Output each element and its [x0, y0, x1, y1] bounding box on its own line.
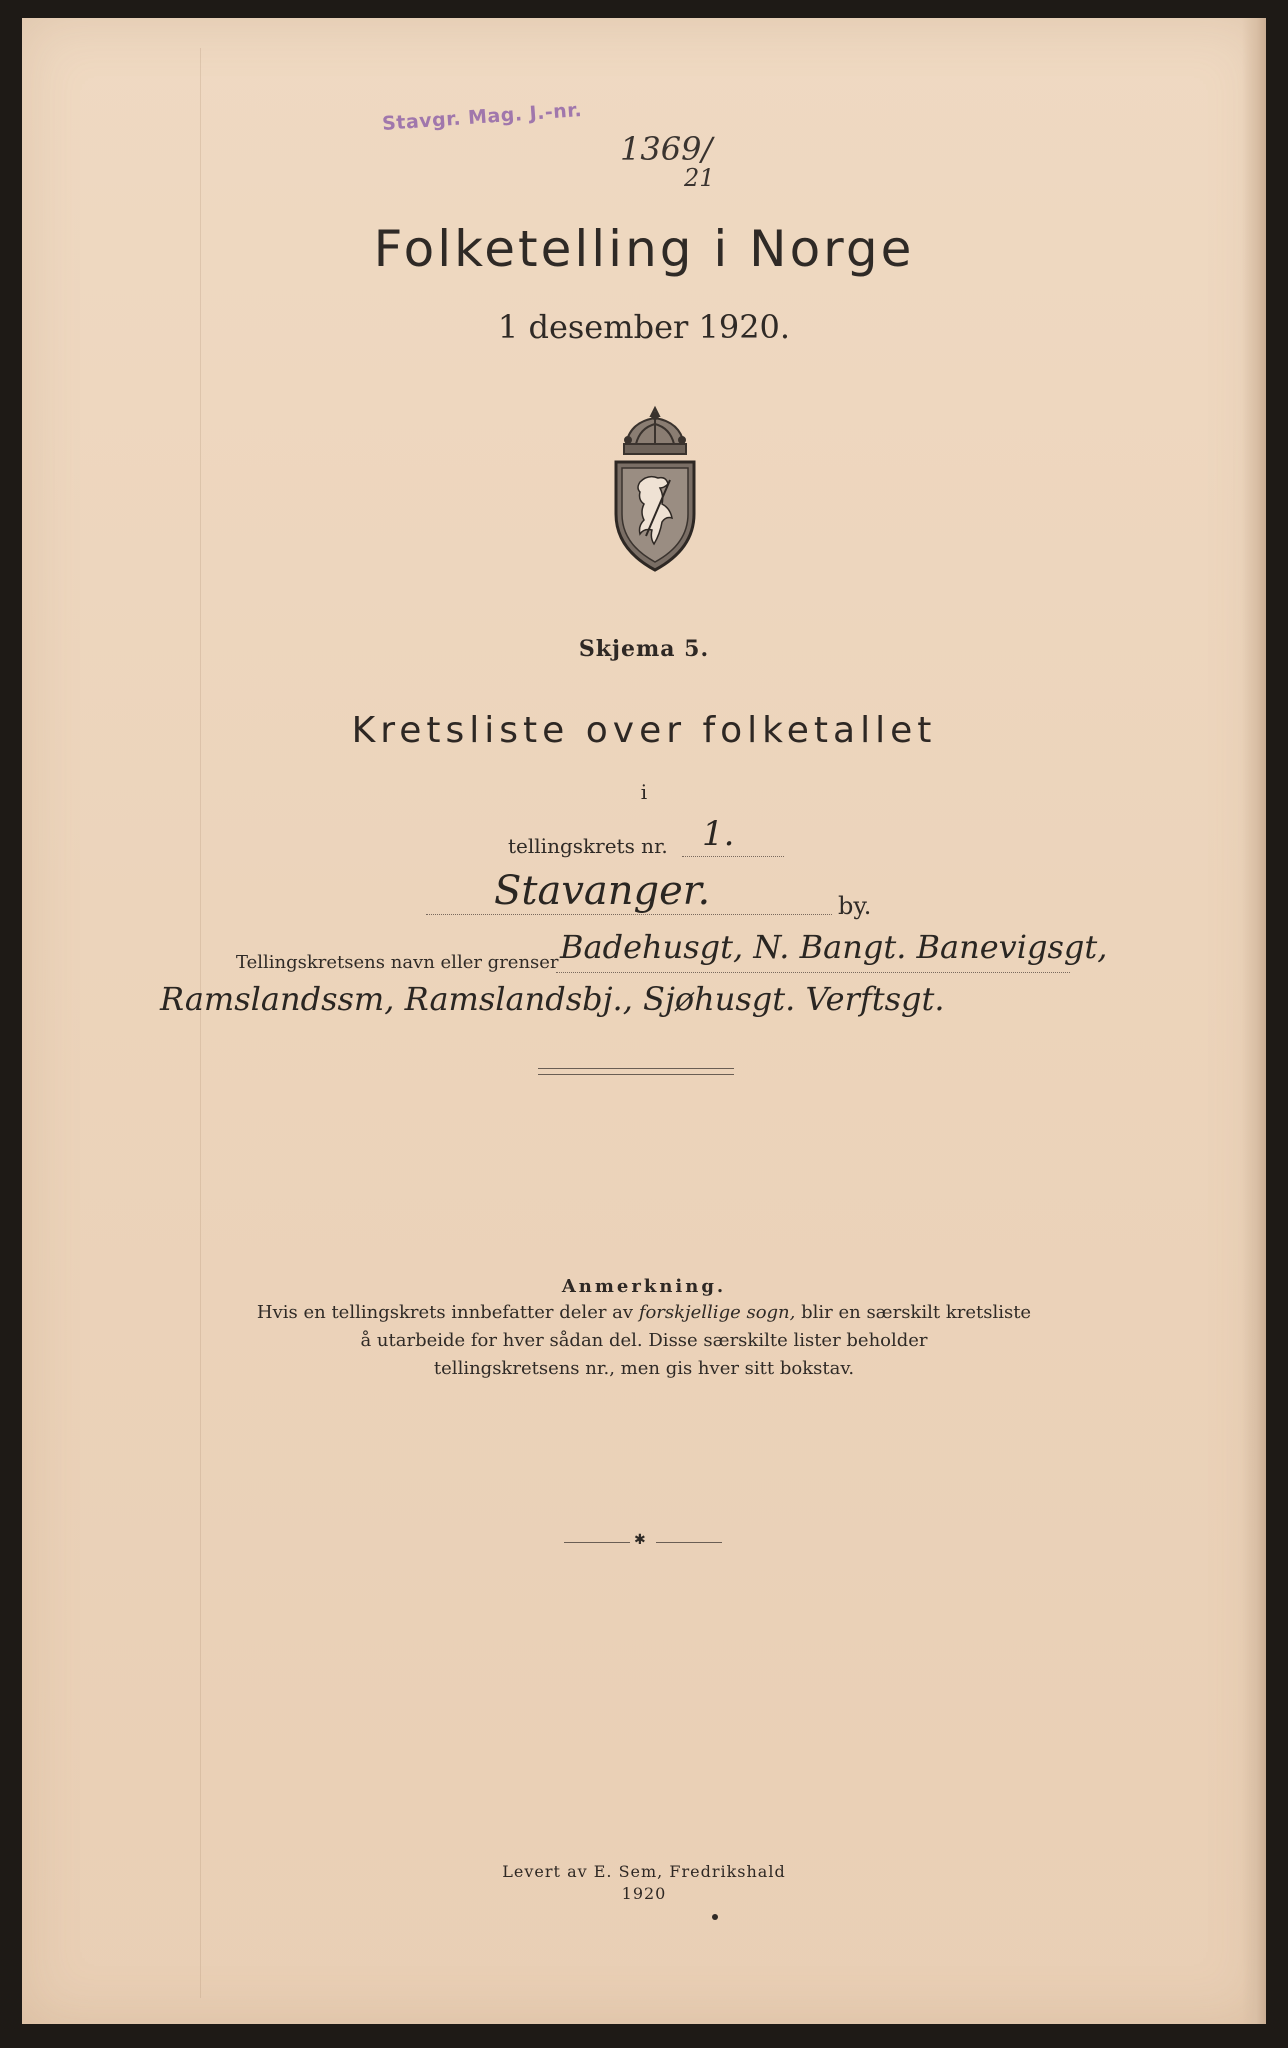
bounds-dotline [556, 972, 1070, 973]
krets-number-handwritten: 1. [702, 814, 735, 854]
bounds-label: Tellingskretsens navn eller grenser [236, 952, 559, 973]
krets-dotline [682, 856, 784, 857]
ornament-rule-left [564, 1542, 630, 1543]
bounds-handwritten-line-2: Ramslandssm, Ramslandsbj., Sjøhusgt. Verftsgt. [160, 980, 945, 1018]
list-title: Kretsliste over folketallet [351, 710, 937, 751]
note-line-3: tellingskretsens nr., men gis hver sitt bokstav. [433, 1358, 855, 1379]
archive-stamp: Stavgr. Mag. J.-nr. [381, 99, 583, 135]
ornament-star-icon: ✱ [634, 1532, 646, 1548]
journal-number-year: 21 [684, 164, 715, 192]
note-line-1-b: blir en særskilt kretsliste [801, 1302, 1032, 1323]
krets-label: tellingskrets nr. [508, 834, 668, 858]
city-suffix: by. [838, 892, 872, 920]
note-line-2: å utarbeide for hver sådan del. Disse særskilte lister beholder [360, 1330, 928, 1351]
note-line-1-a: Hvis en tellingskrets innbefatter deler av [256, 1302, 634, 1323]
divider-rule-bottom [538, 1074, 734, 1075]
divider-rule-top [538, 1068, 734, 1069]
city-dotline [426, 914, 832, 915]
census-date: 1 desember 1920. [497, 308, 791, 346]
bounds-handwritten-line-1: Badehusgt, N. Bangt. Banevigsgt, [560, 928, 1108, 966]
note-line-1-emphasis: forskjellige sogn, [638, 1302, 796, 1323]
census-form-page [22, 18, 1266, 2024]
norwegian-coat-of-arms-icon [610, 404, 700, 574]
ink-dot [712, 1914, 718, 1920]
schema-number: Skjema 5. [578, 636, 710, 662]
journal-number: 1369/ [620, 130, 713, 168]
connector-word: i [640, 780, 648, 804]
printer-year: 1920 [621, 1884, 667, 1903]
note-line-1 [22, 1302, 1266, 1323]
ornament-rule-right [656, 1542, 722, 1543]
page-title: Folketelling i Norge [373, 220, 915, 278]
note-heading: Anmerkning. [561, 1276, 727, 1297]
printer-credit: Levert av E. Sem, Fredrikshald [502, 1862, 786, 1881]
city-handwritten: Stavanger. [494, 868, 711, 914]
